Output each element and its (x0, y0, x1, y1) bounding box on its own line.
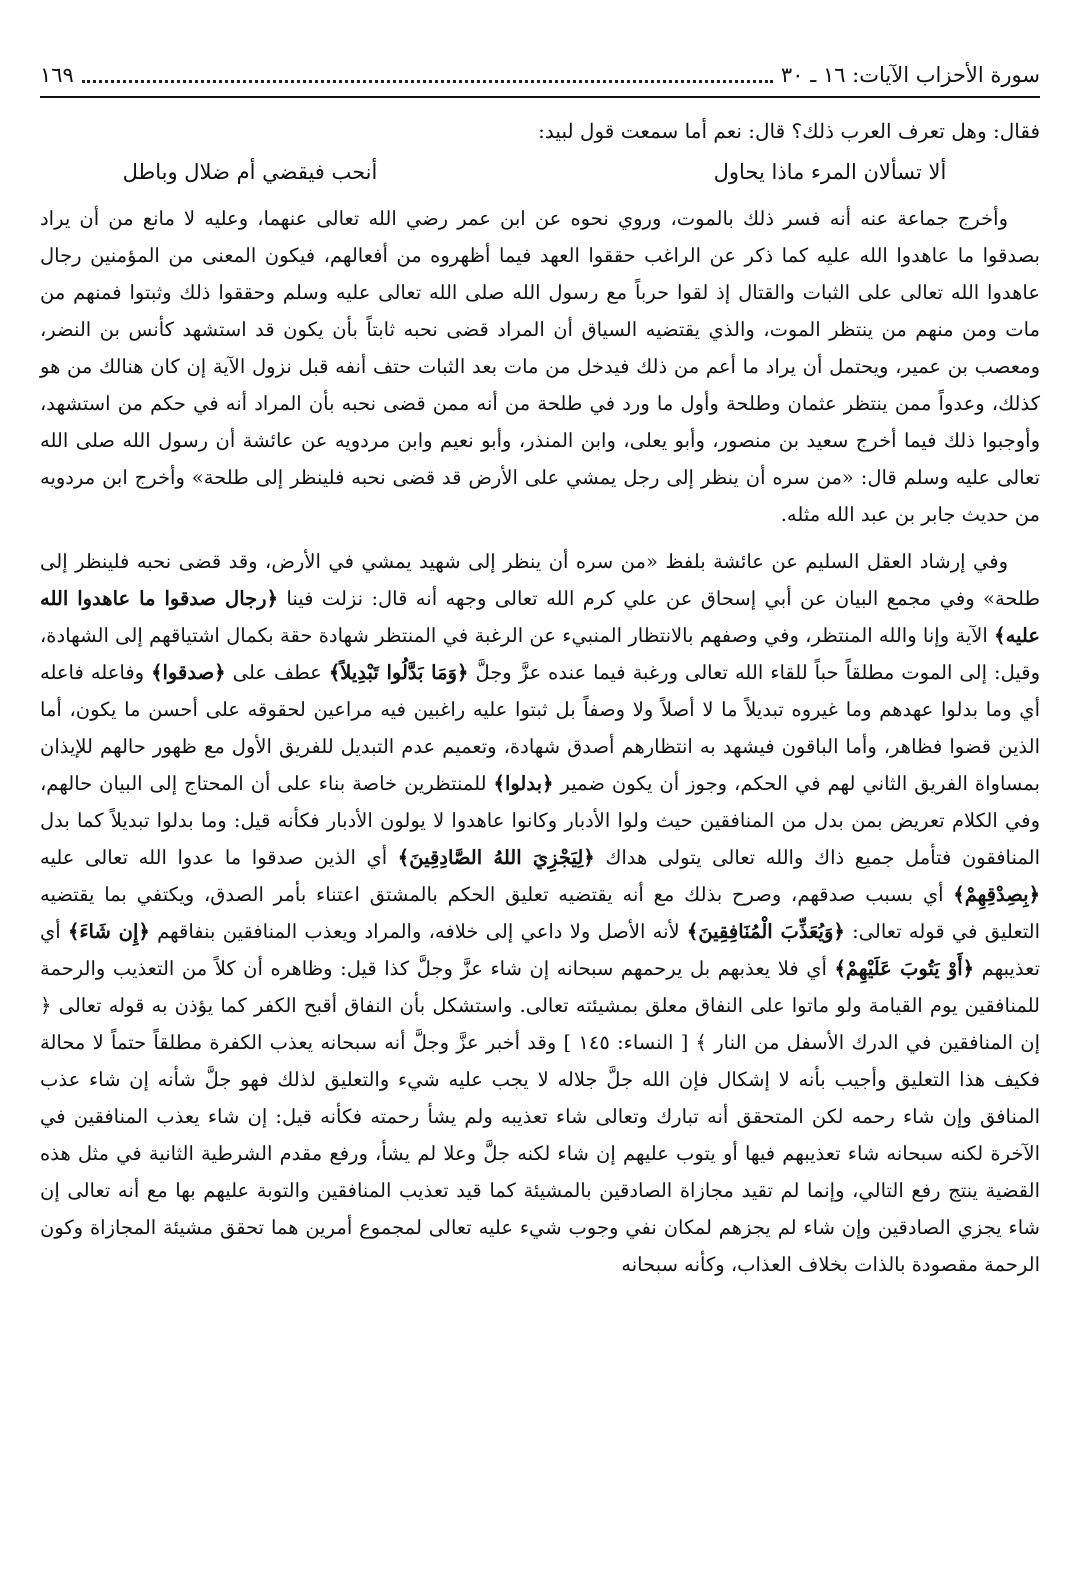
paragraph-text: وأخرج جماعة عنه أنه فسر ذلك بالموت، وروي نحوه عن ابن عمر رضي الله تعالى عنهما، وعليه لا مانع من أن يراد بصدقوا ما عاهدوا الله عليه كما ذكر عن الراغب حققوا العهد فيما أظهروه من أفعالهم، فيكون المعنى من المؤمنين رجال عاهدوا الله تعالى على الثبات والقتال إذ لقوا حرباً مع رسول الله صلى الله تعالى عليه وسلم وحققوا ذلك وثبتوا فمنهم من مات ومن منهم من ينتظر الموت، والذي يقتضيه السياق أن المراد قضى نحبه ثابتاً بأن يكون قد استشهد كأنس بن النضر، ومعصب بن عمير، ويحتمل أن يراد ما أعم من ذلك فيدخل من مات بعد الثبات حتف أنفه قبل نزول الآية إن كان هنالك من هو كذلك، وعدواً ممن ينتظر عثمان وطلحة وأول ما ورد في طلحة من أنه ممن قضى نحبه بأن المراد أنه في حكم من استشهد، وأوجبوا ذلك فيما أخرج سعيد بن منصور، وأبو يعلى، وابن المنذر، وأبو نعيم وابن مردويه عن عائشة أن رسول الله صلى الله تعالى عليه وسلم قال: «من سره أن ينظر إلى رجل يمشي على الأرض قد قضى نحبه فلينظر إلى طلحة» وأخرج ابن مردويه من حديث جابر بن عبد الله مثله. (40, 207, 1040, 526)
paragraph-text: أي فلا يعذبهم بل يرحمهم سبحانه إن شاء عزَّ وجلَّ كذا قيل: وظاهره أن كلاً من التعذيب والرحمة للمنافقين يوم القيامة ولو ماتوا على النفاق معلق بمشيئته تعالى. واستشكل بأن النفاق أقبح الكفر كما يؤذن به قوله تعالى ﴿ إن المنافقين في الدرك الأسفل من النار ﴾ [ النساء: ١٤٥ ] وقد أخبر عزَّ وجلَّ أنه سبحانه يعذب الكفرة مطلقاً حتماً لا محالة فكيف هذا التعليق وأجيب بأنه لا إشكال فإن الله جلَّ جلاله لا يجب عليه شيء والتعليق لذلك فهو جلَّ شأنه إن شاء عذب المنافق وإن شاء رحمه لكن المتحقق أنه تبارك وتعالى شاء تعذيبه ولم يشأ رحمته فكأنه قيل: إن شاء يعذب المنافقين في الآخرة لكنه سبحانه شاء تعذيبهم فيها أو يتوب عليهم إن شاء لكنه جلَّ وعلا لم يشأ، ورفع مقدم الشرطية الثانية في مثل هذه القضية ينتج رفع التالي، وإنما لم تقيد مجازاة الصادقين بالمشيئة كما قيد تعذيب المنافقين والتوبة عليهم بها مع أنه تعالى إن شاء يجزي الصادقين وإن شاء لم يجزهم لمكان نفي وجوب شيء عليه تعالى لمجموع أمرين هما تحقق مشيئة المجازاة وكون الرحمة مقصودة بالذات بخلاف العذاب، وكأنه سبحانه (40, 957, 1040, 1276)
page-number: ١٦٩ (40, 63, 74, 87)
quran-quote: ﴿لِيَجْزِيَ اللهُ الصَّادِقِينَ﴾ (397, 846, 595, 869)
quran-quote: ﴿وَمَا بَدَّلُوا تَبْدِيلاً﴾ (328, 661, 469, 684)
paragraph-text: للمنتظرين خاصة بناء على أن المحتاج إلى البيان حالهم، وفي الكلام تعريض بمن بدل من المنافقين حيث ولوا الأدبار وكانوا عاهدوا لا يولون الأدبار فكأنه قيل: وما بدلوا تبديلاً كما بدل المنافقون فتأمل جميع ذاك والله تعالى يتولى هداك (40, 772, 1040, 869)
body-text (40, 200, 1040, 1283)
paragraph-text: عطف على (225, 661, 329, 684)
quran-quote: ﴿رجال صدقوا ما عاهدوا الله عليه﴾ (40, 587, 1040, 647)
paragraph-text: الآية وإنا والله المنتظر، وفي وصفهم بالانتظار المنبيء عن الرغبة في المنتظر شهادة حقة بكمال اشتياقهم إلى الشهادة، وقيل: إلى الموت مطلقاً حباً للقاء الله تعالى ورغبة فيما عنده عزَّ وجلَّ (40, 624, 1040, 684)
quran-quote: ﴿وَيُعَذِّبَ الْمُنَافِقِينَ﴾ (686, 920, 845, 943)
quran-quote: ﴿صدقوا﴾ (151, 661, 226, 684)
poetry-verse (40, 150, 1040, 200)
verse-second-hemistich: أنحب فيقضي أم ضلال وباطل (122, 160, 378, 184)
paragraph-text: لأنه الأصل ولا داعي إلى خلافه، والمراد ويعذب المنافقين بنفاقهم (149, 920, 687, 943)
intro-line: فقال: وهل تعرف العرب ذلك؟ قال: نعم أما سمعت قول لبيد: (538, 119, 1040, 143)
paragraph-text: وفي إرشاد العقل السليم عن عائشة بلفظ «من سره أن ينظر إلى شهيد يمشي في الأرض، وقد قضى نحبه فلينظر إلى طلحة» وفي مجمع البيان عن أبي إسحاق عن علي كرم الله تعالى وجهه أنه قال: نزلت فينا (40, 550, 1040, 610)
running-header (40, 58, 1040, 98)
quran-quote: ﴿أَوْ يَتُوبَ عَلَيْهِمْ﴾ (834, 957, 975, 980)
quran-quote: ﴿بدلوا﴾ (493, 772, 554, 795)
paragraph-text: وفاعله فاعله أي وما بدلوا عهدهم وما غيروه تبديلاً ما لا أصلاً ولا وصفاً بل ثبتوا عليه راغبين فيه مراعين لحقوقه على أحسن ما يكون، أما الذين قضوا فظاهر، وأما الباقون فيشهد به انتظارهم أصدق شهادة، وتعميم عدم التبديل للفريق الأول مع ظهور حالهم للإيذان بمساواة الفريق الثاني لهم في الحكم، وجوز أن يكون ضمير (40, 661, 1040, 795)
header-leader-dots (82, 79, 773, 83)
paragraph (40, 543, 1040, 1283)
paragraph (40, 200, 1040, 533)
quran-quote: ﴿بِصِدْقِهِمْ﴾ (953, 883, 1040, 906)
paragraph-text: أي بسبب صدقهم، وصرح بذلك مع أنه يقتضيه تعليق الحكم بالمشتق اعتناء بأمر الصدق، ويكتفي بما يقتضيه التعليق في قوله تعالى: (40, 883, 1040, 943)
verse-first-hemistich: ألا تسألان المرء ماذا يحاول (713, 160, 947, 184)
paragraph-text: أي الذين صدقوا ما عدوا الله تعالى عليه (40, 846, 398, 869)
quran-quote: ﴿إِن شَاءَ﴾ (67, 920, 150, 943)
header-title: سورة الأحزاب الآيات: ١٦ ـ ٣٠ (780, 63, 1040, 87)
paragraph-text: أي تعذيبهم (40, 920, 1041, 980)
book-page (40, 58, 1040, 1283)
